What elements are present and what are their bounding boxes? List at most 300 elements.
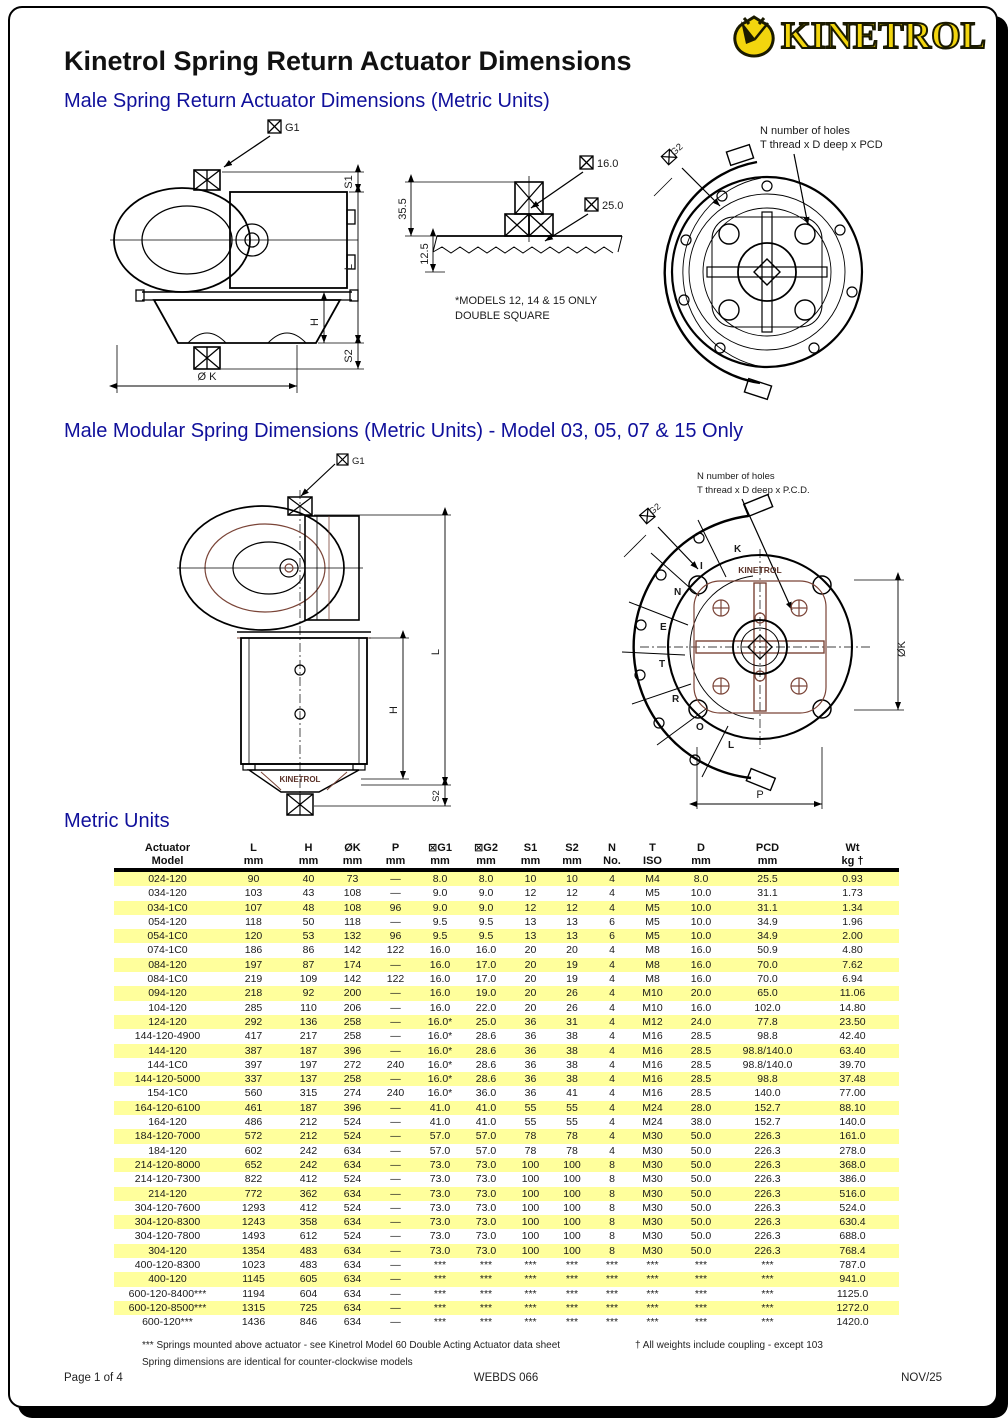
table-row (114, 1029, 899, 1043)
h-dim-label: H (309, 318, 321, 326)
table-cell: 4 (592, 901, 632, 915)
table-header (114, 842, 899, 870)
table-row (114, 1144, 899, 1158)
table-cell: 16.0 (690, 1001, 712, 1014)
table-cell: 98.8/140.0 (742, 1058, 793, 1071)
g1-dim-label: G1 (285, 122, 300, 134)
table-cell: 8 (609, 1173, 615, 1186)
table-cell: *** (694, 1259, 708, 1272)
table-row (114, 1172, 899, 1186)
table-cell: 634 (343, 1287, 362, 1300)
table-cell: 483 (286, 1244, 331, 1258)
table-cell: 13 (566, 915, 578, 928)
table-cell: 73.0 (475, 1230, 497, 1243)
table-cell: 102.0 (754, 1001, 781, 1014)
table-cell: 4 (609, 1058, 615, 1071)
table-cell: 258 (331, 1015, 374, 1029)
table-cell: 16.0 (417, 958, 463, 972)
table-cell: 184-120 (148, 1144, 187, 1157)
table-cell: 110 (300, 1001, 317, 1014)
table-cell: 8 (592, 1187, 632, 1201)
shaft-detail-drawing (397, 142, 642, 332)
column-header: D mm (691, 842, 711, 867)
spring-return-front-view-drawing (642, 120, 992, 408)
table-cell: 10.0 (673, 901, 729, 915)
table-cell: *** (761, 1259, 774, 1272)
table-cell: 38 (566, 1030, 578, 1043)
table-cell: *** (646, 1259, 659, 1272)
table-cell: 92 (286, 986, 331, 1000)
table-cell: *** (479, 1259, 493, 1272)
table-cell: 4 (609, 1144, 615, 1157)
table-cell: 19.0 (463, 986, 509, 1000)
table-cell: 103 (244, 887, 263, 900)
table-cell: 274 (343, 1087, 362, 1100)
table-cell: 100 (509, 1187, 552, 1201)
table-cell: 22.0 (475, 1001, 497, 1014)
table-cell: 28.5 (673, 1072, 729, 1086)
table-row (114, 1158, 899, 1172)
table-cell: *** (592, 1272, 632, 1286)
table-cell: *** (479, 1287, 493, 1300)
table-cell: 16.0 (673, 958, 729, 972)
table-cell: 73.0 (475, 1201, 497, 1214)
table-cell: 144-120 (114, 1044, 221, 1058)
table-cell: M24 (632, 1101, 673, 1115)
table-cell: 304-120 (114, 1244, 221, 1258)
footer-page-number: Page 1 of 4 (64, 1372, 123, 1384)
table-cell: *** (479, 1316, 493, 1329)
table-cell: M5 (645, 887, 660, 900)
table-cell: 1.73 (842, 887, 863, 900)
table-cell: *** (463, 1272, 509, 1286)
boxed-x-icon (268, 120, 281, 133)
table-cell: 109 (299, 973, 318, 986)
table-cell: — (390, 1144, 401, 1157)
table-cell: 12 (566, 887, 578, 900)
table-row (114, 1058, 899, 1072)
brand-arc-text: KINETROL (738, 565, 782, 575)
table-cell: 16.0 (475, 944, 497, 957)
table-cell: 524.0 (839, 1201, 866, 1214)
table-cell: 226.3 (729, 1129, 806, 1143)
table-cell: 1315 (221, 1301, 286, 1315)
table-cell: 36 (509, 1072, 552, 1086)
table-cell: 240 (386, 1058, 405, 1071)
fan-letters (659, 544, 742, 751)
kinetrol-logo (731, 14, 986, 58)
g2-square-size-label: 25.0 (602, 200, 624, 212)
table-cell: 26 (566, 1001, 578, 1014)
table-cell: — (374, 1158, 417, 1172)
table-cell: M8 (645, 944, 660, 957)
table-cell: 8 (592, 1244, 632, 1258)
table-cell: 1272.0 (806, 1301, 899, 1315)
table-cell: 164-120-6100 (114, 1101, 221, 1115)
table-cell: 16.0* (417, 1072, 463, 1086)
table-cell: 98.8/140.0 (729, 1044, 806, 1058)
table-cell: 242 (286, 1158, 331, 1172)
table-cell: 122 (386, 944, 405, 957)
table-cell: 634 (331, 1187, 374, 1201)
table-cell: 77.00 (839, 1087, 866, 1100)
table-cell: 164-120 (148, 1116, 187, 1129)
table-cell: 16.0* (427, 1030, 453, 1043)
table-cell: M5 (632, 929, 673, 943)
table-cell: 37.48 (806, 1072, 899, 1086)
table-cell: *** (605, 1259, 619, 1272)
table-cell: 57.0 (429, 1144, 451, 1157)
column-header: S1 mm (520, 842, 541, 867)
table-cell: 50.0 (673, 1158, 729, 1172)
table-cell: 9.5 (432, 915, 448, 928)
table-cell: 634 (343, 1259, 362, 1272)
table-cell: 560 (244, 1087, 263, 1100)
table-cell: 1125.0 (836, 1287, 869, 1300)
table-cell: 24.0 (673, 1015, 729, 1029)
table-cell: 65.0 (729, 986, 806, 1000)
table-cell: 219 (244, 973, 263, 986)
table-cell: — (390, 1316, 401, 1329)
table-row (114, 901, 899, 915)
table-cell: *** (552, 1272, 592, 1286)
table-cell: 57.0 (417, 1129, 463, 1143)
table-cell: 28.6 (475, 1030, 497, 1043)
footer-date: NOV/25 (901, 1372, 942, 1384)
table-cell: 28.5 (690, 1087, 712, 1100)
table-cell: 73.0 (463, 1215, 509, 1229)
table-cell: — (374, 1044, 417, 1058)
table-cell: 16.0* (427, 1058, 453, 1071)
table-cell: 36 (524, 1030, 537, 1043)
table-cell: 10.0 (673, 929, 729, 943)
table-row (114, 1044, 899, 1058)
table-cell: — (374, 958, 417, 972)
table-cell: 31.1 (729, 901, 806, 915)
table-cell: — (374, 986, 417, 1000)
table-cell: M16 (632, 1072, 673, 1086)
table-cell: 100 (509, 1215, 552, 1229)
table-cell: 100 (552, 1244, 592, 1258)
table-cell: 122 (386, 973, 405, 986)
table-cell: 31.1 (757, 887, 778, 900)
table-cell: 120 (221, 929, 286, 943)
table-cell: 36 (509, 1015, 552, 1029)
table-cell: 186 (244, 944, 263, 957)
table-cell: 084-120 (114, 958, 221, 972)
table-cell: 8 (609, 1201, 615, 1214)
table-cell: *** (524, 1287, 537, 1300)
boxed-x-icon (580, 156, 593, 169)
table-cell: 28.5 (690, 1030, 712, 1043)
table-row (114, 1072, 899, 1086)
table-cell: 13 (509, 929, 552, 943)
table-cell: 1293 (241, 1201, 266, 1214)
table-cell: 36 (524, 1058, 537, 1071)
holes-note-line1: N number of holes (697, 471, 775, 482)
table-cell: 73.0 (417, 1158, 463, 1172)
table-heading: Metric Units (64, 810, 170, 832)
table-row (114, 929, 899, 943)
table-cell: *** (565, 1316, 579, 1329)
table-cell: 396 (331, 1044, 374, 1058)
table-cell: 104-120 (148, 1001, 187, 1014)
table-cell: 258 (343, 1030, 362, 1043)
table-cell: 16.0 (690, 973, 712, 986)
table-cell: 124-120 (114, 1015, 221, 1029)
holes-note-line2: T thread x D deep x P.C.D. (697, 485, 810, 496)
table-cell: 304-120-7800 (134, 1230, 201, 1243)
table-cell: 20.0 (673, 986, 729, 1000)
table-cell: 4 (609, 1030, 615, 1043)
table-cell: — (374, 1272, 417, 1286)
table-cell: 38 (552, 1044, 592, 1058)
footnote-springs: *** Springs mounted above actuator - see Kinetrol Model 60 Double Acting Actuator data sheet (142, 1340, 561, 1351)
table-cell: *** (761, 1316, 774, 1329)
table-cell: 634 (331, 1301, 374, 1315)
table-cell: 50 (302, 915, 315, 928)
table-cell: — (390, 887, 401, 900)
table-cell: 212 (286, 1129, 331, 1143)
table-cell: 8.0 (417, 870, 463, 886)
table-cell: 100 (521, 1230, 540, 1243)
table-cell: 4 (592, 1129, 632, 1143)
table-cell: 2.00 (806, 929, 899, 943)
table-row (114, 1201, 899, 1215)
table-cell: 13 (524, 915, 537, 928)
table-cell: 386.0 (839, 1173, 866, 1186)
table-row (114, 1229, 899, 1243)
table-cell: 4 (592, 1015, 632, 1029)
table-cell: 941.0 (806, 1272, 899, 1286)
table-row (114, 943, 899, 957)
brand-text: KINETROL (279, 775, 321, 784)
table-cell: 28.5 (690, 1058, 712, 1071)
footnote-ccw: Spring dimensions are identical for counter-clockwise models (142, 1357, 413, 1368)
table-cell: 396 (331, 1101, 374, 1115)
table-cell: 142 (343, 944, 362, 957)
table-cell: 417 (244, 1030, 263, 1043)
table-cell: 152.7 (754, 1116, 781, 1129)
table-cell: 602 (244, 1144, 263, 1157)
table-cell: *** (605, 1287, 619, 1300)
table-cell: — (390, 1259, 401, 1272)
table-cell: 034-120 (148, 887, 187, 900)
table-row (114, 1272, 899, 1286)
table-cell: 63.40 (806, 1044, 899, 1058)
table-cell: 1493 (241, 1230, 266, 1243)
table-cell: 17.0 (463, 958, 509, 972)
table-cell: 1.96 (842, 915, 863, 928)
table-cell: 6 (609, 915, 615, 928)
table-cell: 214-120-8000 (114, 1158, 221, 1172)
table-cell: 572 (221, 1129, 286, 1143)
table-cell: *** (729, 1301, 806, 1315)
table-cell: 98.8 (729, 1072, 806, 1086)
table-cell: 516.0 (806, 1187, 899, 1201)
table-cell: M10 (642, 1001, 663, 1014)
table-cell: 1436 (241, 1316, 266, 1329)
table-cell: 38 (552, 1072, 592, 1086)
table-cell: 28.5 (673, 1044, 729, 1058)
table-cell: M8 (632, 958, 673, 972)
table-cell: 96 (374, 901, 417, 915)
table-cell: 461 (221, 1101, 286, 1115)
table-cell: 400-120 (114, 1272, 221, 1286)
table-cell: 34.9 (757, 915, 778, 928)
table-cell: 28.6 (463, 1072, 509, 1086)
table-row (114, 972, 899, 986)
table-cell: 73.0 (417, 1244, 463, 1258)
section1-heading: Male Spring Return Actuator Dimensions (Metric Units) (64, 90, 550, 112)
table-cell: 1145 (221, 1272, 286, 1286)
column-header: ⊠G2 mm (474, 842, 498, 867)
table-cell: 9.0 (478, 887, 494, 900)
table-cell: 8 (609, 1230, 615, 1243)
svg-text:L: L (728, 740, 735, 751)
table-cell: 144-120-4900 (134, 1030, 201, 1043)
table-cell: 605 (286, 1272, 331, 1286)
table-cell: 50.0 (690, 1201, 712, 1214)
table-cell: — (390, 1201, 401, 1214)
table-cell: M30 (632, 1215, 673, 1229)
table-cell: 187 (286, 1101, 331, 1115)
table-cell: 98.8 (757, 1030, 778, 1043)
table-cell: 140.0 (754, 1087, 781, 1100)
column-header: Actuator Model (144, 842, 191, 867)
table-cell: 16.0* (417, 1044, 463, 1058)
table-cell: 787.0 (839, 1259, 866, 1272)
table-cell: 600-120-8400*** (128, 1287, 207, 1300)
table-cell: 50.9 (757, 944, 778, 957)
table-cell: 1420.0 (836, 1316, 869, 1329)
table-cell: 612 (299, 1230, 318, 1243)
dim-12-5-label: 12.5 (419, 243, 431, 265)
table-cell: *** (433, 1287, 447, 1300)
table-cell: 39.70 (839, 1058, 866, 1071)
table-cell: 73.0 (475, 1173, 497, 1186)
table-cell: 28.0 (673, 1101, 729, 1115)
table-cell: 024-120 (114, 870, 221, 886)
table-cell: 397 (244, 1058, 263, 1071)
table-cell: M30 (632, 1244, 673, 1258)
table-cell: 217 (299, 1030, 318, 1043)
table-cell: 144-120-5000 (114, 1072, 221, 1086)
table-cell: 107 (221, 901, 286, 915)
table-cell: 16.0* (427, 1087, 453, 1100)
table-cell: 174 (331, 958, 374, 972)
table-cell: 36 (524, 1087, 537, 1100)
table-cell: 524 (343, 1230, 362, 1243)
boxed-x-icon (585, 198, 598, 211)
table-cell: — (374, 1301, 417, 1315)
table-cell: 9.5 (417, 929, 463, 943)
table-cell: *** (673, 1301, 729, 1315)
svg-text:O: O (696, 722, 704, 733)
column-header: L mm (243, 842, 264, 867)
table-cell: — (390, 915, 401, 928)
table-cell: 226.3 (729, 1215, 806, 1229)
table-cell: M30 (642, 1173, 663, 1186)
table-cell: 054-1C0 (114, 929, 221, 943)
table-cell: — (390, 1230, 401, 1243)
table-cell: — (374, 1072, 417, 1086)
column-header: Wt kg † (841, 842, 864, 867)
table-cell: 725 (286, 1301, 331, 1315)
table-cell: 1243 (221, 1215, 286, 1229)
column-header: P mm (385, 842, 406, 867)
table-cell: 8.0 (673, 870, 729, 886)
table-row (114, 1258, 899, 1272)
modular-spring-side-view-drawing (177, 452, 477, 817)
table-cell: *** (632, 1272, 673, 1286)
h-dim-label: H (388, 706, 400, 714)
table-row (114, 958, 899, 972)
table-cell: 10 (509, 870, 552, 886)
table-cell: 285 (244, 1001, 263, 1014)
table-cell: 226.3 (729, 1244, 806, 1258)
table-cell: *** (524, 1316, 537, 1329)
s1-dim-label: S1 (343, 175, 355, 189)
table-cell: M24 (642, 1116, 663, 1129)
table-cell: 55 (524, 1116, 537, 1129)
table-cell: 20 (566, 944, 578, 957)
table-cell: 10 (552, 870, 592, 886)
table-cell: 42.40 (839, 1030, 866, 1043)
table-cell: 50.0 (673, 1215, 729, 1229)
table-cell: 50.0 (673, 1187, 729, 1201)
table-cell: 12 (509, 901, 552, 915)
table-cell: 73.0 (429, 1201, 451, 1214)
table-cell: 226.3 (729, 1158, 806, 1172)
table-cell: 6 (592, 929, 632, 943)
footnote-weights: † All weights include coupling - except 103 (635, 1340, 823, 1351)
table-cell: *** (761, 1287, 774, 1300)
column-header: T ISO (643, 842, 662, 867)
table-cell: 38.0 (690, 1116, 712, 1129)
table-cell: 600-120-8500*** (114, 1301, 221, 1315)
table-cell: 50.0 (673, 1244, 729, 1258)
table-cell: 100 (552, 1215, 592, 1229)
table-cell: 50.0 (690, 1230, 712, 1243)
table-cell: 73.0 (463, 1244, 509, 1258)
table-cell: 634 (343, 1144, 362, 1157)
table-cell: M30 (642, 1201, 663, 1214)
table-cell: 278.0 (839, 1144, 866, 1157)
table-cell: 4 (592, 986, 632, 1000)
table-cell: 16.0 (429, 944, 451, 957)
table-cell: 23.50 (806, 1015, 899, 1029)
table-cell: 78 (524, 1144, 537, 1157)
table-cell: 16.0* (417, 1015, 463, 1029)
table-cell: 634 (343, 1316, 362, 1329)
table-cell: 57.0 (463, 1129, 509, 1143)
logo-wordmark: KINETROL (781, 15, 986, 57)
section2-heading: Male Modular Spring Dimensions (Metric Units) - Model 03, 05, 07 & 15 Only (64, 420, 744, 442)
table-cell: 387 (221, 1044, 286, 1058)
table-cell: 144-1C0 (147, 1058, 188, 1071)
table-cell: 652 (221, 1158, 286, 1172)
table-cell: 074-1C0 (147, 944, 188, 957)
table-row (114, 1215, 899, 1229)
table-cell: 304-120-8300 (114, 1215, 221, 1229)
table-cell: M4 (632, 870, 673, 886)
table-cell: 90 (221, 870, 286, 886)
table-cell: 9.0 (463, 901, 509, 915)
s2-dim-label: S2 (431, 790, 442, 802)
table-cell: 242 (299, 1144, 318, 1157)
table-cell: 1023 (241, 1259, 266, 1272)
